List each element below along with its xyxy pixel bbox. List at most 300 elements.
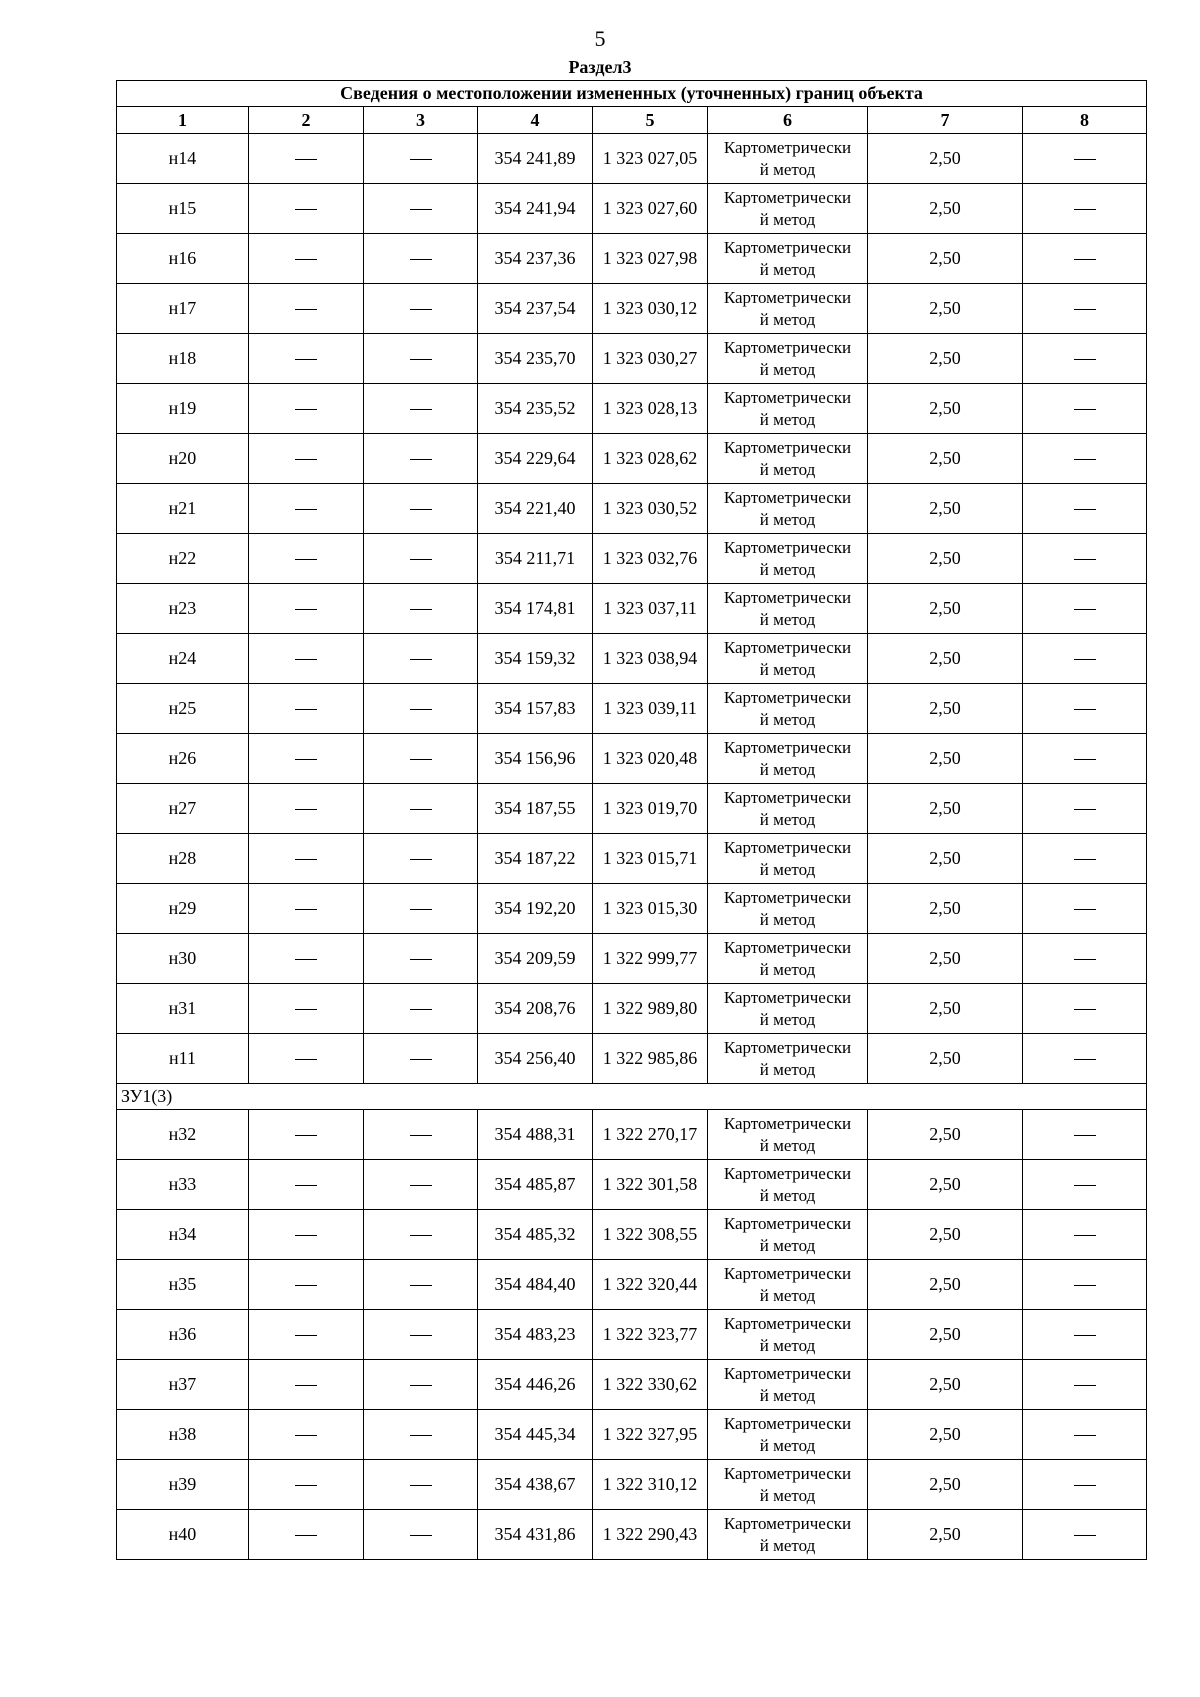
table-row [117, 834, 1147, 884]
accuracy-cell: 2,50 [868, 584, 1023, 634]
empty-value-cell [364, 984, 478, 1034]
dash-mark [410, 1185, 432, 1186]
empty-value-cell [1023, 184, 1147, 234]
dash-mark [410, 609, 432, 610]
dash-mark [410, 359, 432, 360]
method-text-line: й метод [759, 409, 816, 429]
empty-value-cell [1023, 634, 1147, 684]
dash-mark [1074, 409, 1096, 410]
x-coordinate-cell: 354 484,40 [478, 1260, 593, 1310]
dash-mark [410, 1435, 432, 1436]
point-name-cell: н25 [117, 684, 249, 734]
empty-value-cell [249, 1110, 364, 1160]
method-text-line: й метод [759, 1185, 816, 1205]
point-name-cell: н30 [117, 934, 249, 984]
point-name-cell: н21 [117, 484, 249, 534]
accuracy-cell: 2,50 [868, 784, 1023, 834]
empty-value-cell [249, 284, 364, 334]
empty-value-cell [1023, 1034, 1147, 1084]
y-coordinate-cell: 1 323 015,30 [593, 884, 708, 934]
y-coordinate-cell: 1 322 310,12 [593, 1460, 708, 1510]
method-cell [708, 334, 868, 384]
method-text-line: й метод [759, 209, 816, 229]
point-name-cell: н31 [117, 984, 249, 1034]
dash-mark [295, 509, 317, 510]
empty-value-cell [249, 934, 364, 984]
dash-mark [1074, 759, 1096, 760]
empty-value-cell [1023, 1410, 1147, 1460]
method-cell [708, 484, 868, 534]
method-text-line: Картометрически [723, 187, 852, 207]
y-coordinate-cell: 1 323 032,76 [593, 534, 708, 584]
table-row [117, 1360, 1147, 1410]
dash-mark [295, 1485, 317, 1486]
method-text-line: й метод [759, 909, 816, 929]
method-text-line: Картометрически [723, 337, 852, 357]
empty-value-cell [249, 234, 364, 284]
accuracy-cell: 2,50 [868, 1210, 1023, 1260]
method-text-line: й метод [759, 1385, 816, 1405]
x-coordinate-cell: 354 211,71 [478, 534, 593, 584]
point-name-cell: н28 [117, 834, 249, 884]
dash-mark [295, 909, 317, 910]
column-number: 1 [117, 107, 249, 134]
empty-value-cell [1023, 334, 1147, 384]
dash-mark [295, 159, 317, 160]
y-coordinate-cell: 1 322 323,77 [593, 1310, 708, 1360]
empty-value-cell [364, 534, 478, 584]
x-coordinate-cell: 354 209,59 [478, 934, 593, 984]
y-coordinate-cell: 1 323 028,62 [593, 434, 708, 484]
y-coordinate-cell: 1 322 290,43 [593, 1510, 708, 1560]
dash-mark [295, 1135, 317, 1136]
empty-value-cell [1023, 1310, 1147, 1360]
column-number: 3 [364, 107, 478, 134]
table-row [117, 234, 1147, 284]
x-coordinate-cell: 354 445,34 [478, 1410, 593, 1460]
method-text-line: й метод [759, 1059, 816, 1079]
table-row [117, 134, 1147, 184]
accuracy-cell: 2,50 [868, 734, 1023, 784]
table-row [117, 1310, 1147, 1360]
method-text-line: й метод [759, 1135, 816, 1155]
dash-mark [1074, 1059, 1096, 1060]
empty-value-cell [249, 184, 364, 234]
empty-value-cell [364, 1360, 478, 1410]
method-text-line: Картометрически [723, 937, 852, 957]
table-row [117, 1034, 1147, 1084]
point-name-cell: н39 [117, 1460, 249, 1510]
empty-value-cell [364, 634, 478, 684]
dash-mark [295, 209, 317, 210]
empty-value-cell [1023, 1260, 1147, 1310]
dash-mark [410, 809, 432, 810]
dash-mark [410, 1135, 432, 1136]
x-coordinate-cell: 354 241,89 [478, 134, 593, 184]
dash-mark [295, 409, 317, 410]
x-coordinate-cell: 354 431,86 [478, 1510, 593, 1560]
empty-value-cell [249, 1460, 364, 1510]
accuracy-cell: 2,50 [868, 1360, 1023, 1410]
x-coordinate-cell: 354 174,81 [478, 584, 593, 634]
point-name-cell: н19 [117, 384, 249, 434]
empty-value-cell [364, 1410, 478, 1460]
empty-value-cell [249, 684, 364, 734]
accuracy-cell: 2,50 [868, 634, 1023, 684]
x-coordinate-cell: 354 488,31 [478, 1110, 593, 1160]
method-cell [708, 1410, 868, 1460]
dash-mark [295, 959, 317, 960]
y-coordinate-cell: 1 323 037,11 [593, 584, 708, 634]
point-name-cell: н37 [117, 1360, 249, 1410]
dash-mark [1074, 1235, 1096, 1236]
empty-value-cell [249, 1210, 364, 1260]
method-text-line: й метод [759, 1285, 816, 1305]
empty-value-cell [1023, 784, 1147, 834]
empty-value-cell [249, 1510, 364, 1560]
accuracy-cell: 2,50 [868, 1460, 1023, 1510]
dash-mark [410, 759, 432, 760]
method-text-line: Картометрически [723, 437, 852, 457]
dash-mark [410, 159, 432, 160]
table-row [117, 384, 1147, 434]
column-number: 5 [593, 107, 708, 134]
dash-mark [1074, 959, 1096, 960]
method-text-line: й метод [759, 259, 816, 279]
method-text-line: Картометрически [723, 387, 852, 407]
x-coordinate-cell: 354 235,70 [478, 334, 593, 384]
empty-value-cell [364, 584, 478, 634]
table-row [117, 534, 1147, 584]
method-text-line: й метод [759, 1235, 816, 1255]
method-text-line: й метод [759, 159, 816, 179]
method-text-line: й метод [759, 759, 816, 779]
empty-value-cell [364, 734, 478, 784]
x-coordinate-cell: 354 229,64 [478, 434, 593, 484]
method-text-line: й метод [759, 359, 816, 379]
point-name-cell: н20 [117, 434, 249, 484]
column-number: 2 [249, 107, 364, 134]
method-cell [708, 284, 868, 334]
method-cell [708, 184, 868, 234]
dash-mark [1074, 1535, 1096, 1536]
dash-mark [1074, 309, 1096, 310]
table-caption-row [117, 81, 1147, 107]
table-row [117, 884, 1147, 934]
page-number: 5 [594, 26, 606, 51]
x-coordinate-cell: 354 485,32 [478, 1210, 593, 1260]
dash-mark [1074, 359, 1096, 360]
dash-mark [1074, 159, 1096, 160]
y-coordinate-cell: 1 322 270,17 [593, 1110, 708, 1160]
empty-value-cell [1023, 434, 1147, 484]
empty-value-cell [364, 784, 478, 834]
point-name-cell: н23 [117, 584, 249, 634]
dash-mark [1074, 809, 1096, 810]
empty-value-cell [1023, 684, 1147, 734]
y-coordinate-cell: 1 322 327,95 [593, 1410, 708, 1460]
point-name-cell: н35 [117, 1260, 249, 1310]
method-cell [708, 1260, 868, 1310]
empty-value-cell [1023, 484, 1147, 534]
x-coordinate-cell: 354 187,22 [478, 834, 593, 884]
empty-value-cell [1023, 884, 1147, 934]
dash-mark [1074, 559, 1096, 560]
point-name-cell: н33 [117, 1160, 249, 1210]
method-text-line: Картометрически [723, 1213, 852, 1233]
dash-mark [410, 1535, 432, 1536]
empty-value-cell [249, 584, 364, 634]
method-text-line: Картометрически [723, 287, 852, 307]
dash-mark [410, 559, 432, 560]
empty-value-cell [364, 284, 478, 334]
x-coordinate-cell: 354 237,36 [478, 234, 593, 284]
method-text-line: й метод [759, 559, 816, 579]
dash-mark [1074, 1335, 1096, 1336]
column-number: 4 [478, 107, 593, 134]
method-cell [708, 1460, 868, 1510]
empty-value-cell [249, 1360, 364, 1410]
table-row [117, 184, 1147, 234]
empty-value-cell [1023, 984, 1147, 1034]
point-name-cell: н24 [117, 634, 249, 684]
empty-value-cell [364, 1210, 478, 1260]
dash-mark [295, 659, 317, 660]
empty-value-cell [364, 834, 478, 884]
table-row [117, 434, 1147, 484]
y-coordinate-cell: 1 323 027,98 [593, 234, 708, 284]
method-cell [708, 984, 868, 1034]
dash-mark [410, 959, 432, 960]
empty-value-cell [249, 734, 364, 784]
dash-mark [1074, 659, 1096, 660]
method-cell [708, 384, 868, 434]
accuracy-cell: 2,50 [868, 834, 1023, 884]
x-coordinate-cell: 354 256,40 [478, 1034, 593, 1084]
accuracy-cell: 2,50 [868, 1034, 1023, 1084]
empty-value-cell [249, 1260, 364, 1310]
dash-mark [410, 1485, 432, 1486]
method-text-line: Картометрически [723, 687, 852, 707]
column-number: 6 [708, 107, 868, 134]
x-coordinate-cell: 354 241,94 [478, 184, 593, 234]
dash-mark [295, 459, 317, 460]
empty-value-cell [249, 1160, 364, 1210]
empty-value-cell [1023, 1460, 1147, 1510]
method-text-line: й метод [759, 959, 816, 979]
accuracy-cell: 2,50 [868, 334, 1023, 384]
empty-value-cell [364, 434, 478, 484]
table-row [117, 484, 1147, 534]
dash-mark [295, 1435, 317, 1436]
dash-mark [410, 259, 432, 260]
method-cell [708, 234, 868, 284]
accuracy-cell: 2,50 [868, 434, 1023, 484]
method-cell [708, 734, 868, 784]
dash-mark [1074, 1009, 1096, 1010]
group-row [117, 1084, 1147, 1110]
dash-mark [295, 809, 317, 810]
y-coordinate-cell: 1 323 030,12 [593, 284, 708, 334]
method-text-line: й метод [759, 859, 816, 879]
accuracy-cell: 2,50 [868, 1310, 1023, 1360]
empty-value-cell [249, 784, 364, 834]
point-name-cell: н22 [117, 534, 249, 584]
empty-value-cell [364, 1034, 478, 1084]
dash-mark [410, 459, 432, 460]
y-coordinate-cell: 1 323 020,48 [593, 734, 708, 784]
method-cell [708, 634, 868, 684]
x-coordinate-cell: 354 438,67 [478, 1460, 593, 1510]
method-cell [708, 1360, 868, 1410]
column-number: 8 [1023, 107, 1147, 134]
empty-value-cell [249, 434, 364, 484]
method-cell [708, 834, 868, 884]
method-text-line: Картометрически [723, 1113, 852, 1133]
accuracy-cell: 2,50 [868, 234, 1023, 284]
empty-value-cell [364, 134, 478, 184]
dash-mark [295, 1385, 317, 1386]
y-coordinate-cell: 1 323 027,05 [593, 134, 708, 184]
x-coordinate-cell: 354 156,96 [478, 734, 593, 784]
dash-mark [410, 1235, 432, 1236]
method-text-line: Картометрически [723, 1513, 852, 1533]
empty-value-cell [364, 1460, 478, 1510]
method-cell [708, 684, 868, 734]
method-cell [708, 784, 868, 834]
empty-value-cell [364, 1110, 478, 1160]
x-coordinate-cell: 354 485,87 [478, 1160, 593, 1210]
empty-value-cell [249, 334, 364, 384]
dash-mark [1074, 1185, 1096, 1186]
y-coordinate-cell: 1 323 027,60 [593, 184, 708, 234]
empty-value-cell [249, 834, 364, 884]
dash-mark [410, 1009, 432, 1010]
method-text-line: Картометрически [723, 1313, 852, 1333]
table-row [117, 1460, 1147, 1510]
dash-mark [295, 859, 317, 860]
x-coordinate-cell: 354 446,26 [478, 1360, 593, 1410]
method-text-line: й метод [759, 309, 816, 329]
point-name-cell: н27 [117, 784, 249, 834]
point-name-cell: н15 [117, 184, 249, 234]
y-coordinate-cell: 1 323 030,27 [593, 334, 708, 384]
method-text-line: Картометрически [723, 1263, 852, 1283]
empty-value-cell [1023, 1110, 1147, 1160]
y-coordinate-cell: 1 323 030,52 [593, 484, 708, 534]
dash-mark [1074, 459, 1096, 460]
point-name-cell: н38 [117, 1410, 249, 1460]
empty-value-cell [1023, 384, 1147, 434]
accuracy-cell: 2,50 [868, 1160, 1023, 1210]
method-text-line: й метод [759, 1535, 816, 1555]
table-row [117, 1260, 1147, 1310]
y-coordinate-cell: 1 322 308,55 [593, 1210, 708, 1260]
method-text-line: Картометрически [723, 637, 852, 657]
dash-mark [1074, 609, 1096, 610]
dash-mark [295, 1285, 317, 1286]
method-cell [708, 1510, 868, 1560]
empty-value-cell [1023, 134, 1147, 184]
method-text-line: Картометрически [723, 1037, 852, 1057]
y-coordinate-cell: 1 323 038,94 [593, 634, 708, 684]
x-coordinate-cell: 354 237,54 [478, 284, 593, 334]
empty-value-cell [249, 1034, 364, 1084]
dash-mark [1074, 259, 1096, 260]
boundary-coordinates-table [116, 80, 1147, 1560]
table-row [117, 634, 1147, 684]
dash-mark [295, 1059, 317, 1060]
method-cell [708, 1034, 868, 1084]
dash-mark [410, 709, 432, 710]
point-name-cell: н32 [117, 1110, 249, 1160]
method-text-line: Картометрически [723, 537, 852, 557]
empty-value-cell [1023, 834, 1147, 884]
empty-value-cell [1023, 584, 1147, 634]
empty-value-cell [364, 1160, 478, 1210]
y-coordinate-cell: 1 323 015,71 [593, 834, 708, 884]
method-text-line: й метод [759, 659, 816, 679]
point-name-cell: н29 [117, 884, 249, 934]
accuracy-cell: 2,50 [868, 284, 1023, 334]
point-name-cell: н40 [117, 1510, 249, 1560]
method-text-line: й метод [759, 609, 816, 629]
dash-mark [295, 359, 317, 360]
table-row [117, 934, 1147, 984]
dash-mark [1074, 1285, 1096, 1286]
point-name-cell: н17 [117, 284, 249, 334]
accuracy-cell: 2,50 [868, 184, 1023, 234]
dash-mark [1074, 909, 1096, 910]
method-cell [708, 1110, 868, 1160]
y-coordinate-cell: 1 322 989,80 [593, 984, 708, 1034]
empty-value-cell [364, 1310, 478, 1360]
method-text-line: Картометрически [723, 1163, 852, 1183]
point-name-cell: н26 [117, 734, 249, 784]
empty-value-cell [364, 1260, 478, 1310]
method-cell [708, 884, 868, 934]
dash-mark [295, 559, 317, 560]
dash-mark [295, 1535, 317, 1536]
empty-value-cell [1023, 1210, 1147, 1260]
method-cell [708, 1160, 868, 1210]
point-name-cell: н36 [117, 1310, 249, 1360]
method-cell [708, 134, 868, 184]
y-coordinate-cell: 1 323 019,70 [593, 784, 708, 834]
section-title: Раздел3 [568, 57, 632, 77]
empty-value-cell [249, 984, 364, 1034]
dash-mark [410, 909, 432, 910]
table-row [117, 734, 1147, 784]
dash-mark [410, 309, 432, 310]
dash-mark [1074, 1485, 1096, 1486]
method-text-line: й метод [759, 1009, 816, 1029]
method-text-line: Картометрически [723, 1363, 852, 1383]
method-text-line: й метод [759, 1485, 816, 1505]
y-coordinate-cell: 1 323 028,13 [593, 384, 708, 434]
y-coordinate-cell: 1 322 301,58 [593, 1160, 708, 1210]
empty-value-cell [1023, 1360, 1147, 1410]
method-text-line: Картометрически [723, 887, 852, 907]
accuracy-cell: 2,50 [868, 1510, 1023, 1560]
accuracy-cell: 2,50 [868, 884, 1023, 934]
table-row [117, 284, 1147, 334]
dash-mark [295, 709, 317, 710]
dash-mark [295, 1009, 317, 1010]
column-number-row [117, 107, 1147, 134]
table-row [117, 334, 1147, 384]
dash-mark [1074, 209, 1096, 210]
